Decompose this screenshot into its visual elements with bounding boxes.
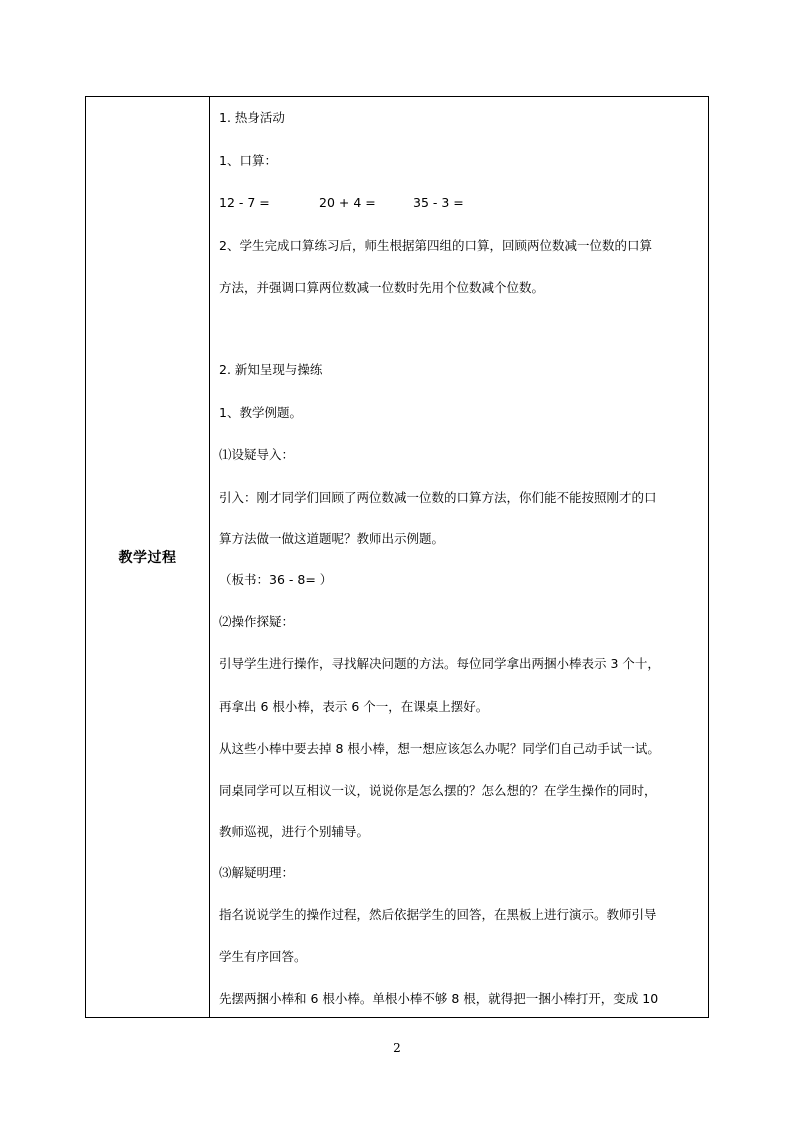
operation-text-line: 再拿出 6 根小棒，表示 6 个一，在课桌上摆好。 [219, 699, 489, 714]
row-label: 教学过程 [118, 550, 177, 566]
warmup-text-line: 2、学生完成口算练习后，师生根据第四组的口算，回顾两位数减一位数的口算 [219, 238, 652, 253]
explanation-text-line: 指名说说学生的操作过程，然后依据学生的回答，在黑板上进行演示。教师引导 [219, 907, 657, 922]
step-heading: ⑶解疑明理： [219, 865, 295, 880]
board-note: （板书：36 - 8= ） [219, 572, 333, 587]
oral-calc-label: 1、口算： [219, 153, 277, 168]
lesson-table [85, 96, 709, 1018]
oral-calc-item: 12 - 7 = [219, 195, 270, 210]
content-cell [210, 97, 708, 1017]
page-number: 2 [393, 1041, 401, 1055]
explanation-text-line: 先摆两捆小棒和 6 根小棒。单根小棒不够 8 根，就得把一捆小棒打开，变成 10 [219, 991, 659, 1006]
explanation-text-line: 学生有序回答。 [219, 949, 307, 964]
oral-calc-item: 20 + 4 = [319, 195, 376, 210]
row-label-cell [86, 97, 210, 1017]
operation-text-line: 教师巡视，进行个别辅导。 [219, 824, 370, 839]
step-heading: ⑴设疑导入： [219, 447, 295, 462]
example-label: 1、教学例题。 [219, 405, 302, 420]
operation-text-line: 同桌同学可以互相议一议，说说你是怎么摆的？怎么想的？在学生操作的同时， [219, 783, 657, 798]
warmup-text-line: 方法，并强调口算两位数减一位数时先用个位数减个位数。 [219, 280, 545, 295]
intro-text-line: 引入：刚才同学们回顾了两位数减一位数的口算方法，你们能不能按照刚才的口 [219, 490, 657, 505]
operation-text-line: 从这些小棒中要去掉 8 根小棒，想一想应该怎么办呢？同学们自己动手试一试。 [219, 741, 660, 756]
warmup-title: 1. 热身活动 [219, 110, 285, 125]
oral-calc-row [219, 194, 464, 212]
oral-calc-item: 35 - 3 = [413, 195, 464, 210]
operation-text-line: 引导学生进行操作，寻找解决问题的方法。每位同学拿出两捆小棒表示 3 个十， [219, 656, 660, 671]
intro-text-line: 算方法做一做这道题呢？教师出示例题。 [219, 531, 445, 546]
step-heading: ⑵操作探疑： [219, 614, 295, 629]
new-knowledge-title: 2. 新知呈现与操练 [219, 362, 323, 377]
